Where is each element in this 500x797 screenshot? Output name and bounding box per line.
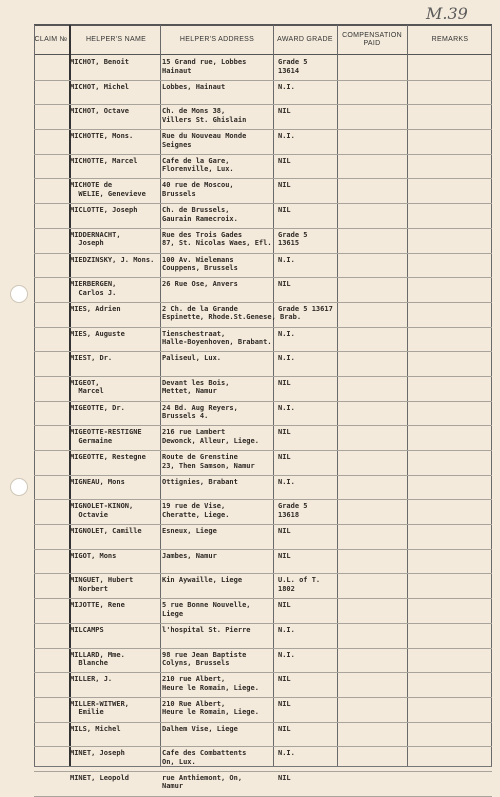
helper-address: 15 Grand rue, Lobbes Hainaut xyxy=(162,58,247,75)
helper-address: 40 rue de Moscou, Brussels xyxy=(162,181,234,198)
table-row xyxy=(34,377,492,402)
award-grade: NIL xyxy=(278,601,291,610)
helper-address: l'hospital St. Pierre xyxy=(162,625,251,634)
helper-address: 216 rue Lambert Dewonck, Alleur, Liege. xyxy=(162,428,259,445)
table-row xyxy=(34,402,492,427)
header-helpers-name: HELPER'S NAME xyxy=(85,36,147,43)
award-grade: N.I. xyxy=(278,255,295,264)
table-row xyxy=(34,673,492,698)
table-row xyxy=(34,599,492,624)
helper-name: MIES, Adrien xyxy=(70,304,121,313)
table-row xyxy=(34,550,492,575)
table-row xyxy=(34,476,492,501)
table-row xyxy=(34,698,492,723)
top-rule xyxy=(34,24,492,26)
helper-name: MIJOTTE, Rene xyxy=(70,601,125,610)
header-helpers-address: HELPER'S ADDRESS xyxy=(179,36,255,43)
table-row xyxy=(34,649,492,674)
helper-address: Devant les Bois, Mettet, Namur xyxy=(162,378,230,396)
helper-name: MIGEOTTE-RESTIGNE Germaine xyxy=(70,428,142,445)
award-grade: N.I. xyxy=(278,749,295,758)
helper-address: Ch. de Brussels, Gaurain Ramecroix. xyxy=(162,206,238,223)
award-grade: Grade 5 13617 xyxy=(278,304,333,313)
header-claim: CLAIM № xyxy=(34,36,68,43)
helper-name: MIGEOTTE, Restegne xyxy=(70,453,146,461)
table-row xyxy=(34,278,492,303)
helper-name: MIGNOLET, Camille xyxy=(70,527,142,536)
table-row xyxy=(34,328,492,353)
helper-name: MICHOT, Benoit xyxy=(70,58,130,66)
table-row xyxy=(34,130,492,155)
table-row xyxy=(34,525,492,550)
ledger-rows xyxy=(34,56,492,797)
helper-address: 26 Rue Ose, Anvers xyxy=(162,280,238,289)
table-row xyxy=(34,500,492,525)
table-row xyxy=(34,624,492,649)
helper-address: 100 Av. Wielemans Couppens, Brussels xyxy=(162,255,238,272)
helper-address: Rue du Nouveau Monde Seignes xyxy=(162,132,247,149)
punch-hole xyxy=(10,478,28,496)
helper-name: MIGNOLET-KINON, Octavie xyxy=(70,502,134,519)
table-row xyxy=(34,81,492,106)
helper-address: Cafe des Combattents On, Lux. xyxy=(162,749,247,766)
helper-address: Paliseul, Lux. xyxy=(162,354,222,363)
helper-address: 19 rue de Vise, Cheratte, Liege. xyxy=(162,502,230,519)
table-row xyxy=(34,155,492,180)
award-grade: NIL xyxy=(278,675,291,684)
award-grade: Grade 5 13614 xyxy=(278,58,308,75)
helper-address: Jambes, Namur xyxy=(162,551,217,560)
helper-name: MINET, Joseph xyxy=(70,749,125,758)
header-remarks: REMARKS xyxy=(431,36,469,43)
helper-name: MINET, Leopold xyxy=(70,773,130,782)
table-row xyxy=(34,723,492,748)
award-grade: NIL xyxy=(278,527,291,536)
helper-name: MICHOT, Michel xyxy=(70,82,130,91)
bottom-rule xyxy=(34,766,492,767)
award-grade: NIL xyxy=(278,773,291,782)
award-grade: N.I. xyxy=(278,477,295,486)
award-grade: N.I. xyxy=(278,403,295,412)
helper-name: MIES, Auguste xyxy=(70,329,125,338)
table-row xyxy=(34,254,492,279)
helper-name: MICHOTTE, Marcel xyxy=(70,156,138,165)
helper-address: Ch. de Mons 38, Villers St. Ghislain xyxy=(162,107,247,124)
award-grade: Grade 5 13618 xyxy=(278,502,308,519)
table-row xyxy=(34,303,492,328)
helper-name: MIGEOT, Marcel xyxy=(70,378,104,396)
header-award-grade: AWARD GRADE xyxy=(277,36,333,43)
award-grade: N.I. xyxy=(278,82,295,91)
table-row xyxy=(34,451,492,476)
helper-address: 210 rue Albert, Heure le Romain, Liege. xyxy=(162,675,259,692)
table-row xyxy=(34,747,492,772)
helper-address: Ottignies, Brabant xyxy=(162,477,238,486)
header-compensation-paid: COMPENSATION PAID xyxy=(342,32,402,47)
helper-address: Cafe de la Gare, Florenville, Lux. xyxy=(162,156,234,174)
table-row xyxy=(34,229,492,254)
table-row xyxy=(34,574,492,599)
award-grade: N.I. xyxy=(278,354,295,363)
helper-name: MIEDZINSKY, J. Mons. xyxy=(70,255,155,264)
helper-address: 24 Bd. Aug Reyers, Brussels 4. xyxy=(162,403,238,421)
award-grade: N.I. xyxy=(278,329,295,338)
helper-name: MIEST, Dr. xyxy=(70,354,113,363)
helper-name: MIDDERNACHT, Joseph xyxy=(70,230,121,248)
award-grade: NIL xyxy=(278,378,291,387)
table-row xyxy=(34,204,492,229)
award-grade: NIL xyxy=(278,453,291,461)
helper-name: MIGEOTTE, Dr. xyxy=(70,403,125,412)
award-grade: NIL xyxy=(278,724,291,733)
award-grade: NIL xyxy=(278,428,291,437)
table-row xyxy=(34,179,492,204)
helper-address: Tienschestraat, Halle-Boyenhoven, Brabant. xyxy=(162,329,272,347)
award-grade: U.L. of T. 1802 xyxy=(278,576,321,593)
helper-address: 98 rue Jean Baptiste Colyns, Brussels xyxy=(162,650,247,667)
helper-address: Route de Grenstine 23, Then Samson, Namur xyxy=(162,453,255,470)
helper-name: MICHOT, Octave xyxy=(70,107,130,116)
helper-name: MICLOTTE, Joseph xyxy=(70,206,138,215)
award-grade: NIL xyxy=(278,107,291,116)
table-row xyxy=(34,56,492,81)
award-grade: NIL xyxy=(278,206,291,215)
helper-name: MIERBERGEN, Carlos J. xyxy=(70,280,117,297)
helper-address: rue Anthiemont, On, Namur xyxy=(162,773,243,791)
award-grade: N.I. xyxy=(278,650,295,659)
helper-address: 210 Rue Albert, Heure le Romain, Liege. xyxy=(162,699,259,717)
helper-name: MILCAMPS xyxy=(70,625,104,634)
table-row xyxy=(34,426,492,451)
helper-name: MILS, Michel xyxy=(70,724,121,733)
helper-name: MICHOTTE, Mons. xyxy=(70,132,134,141)
helper-address: Dalhem Vise, Liege xyxy=(162,724,238,733)
punch-hole xyxy=(10,285,28,303)
helper-name: MIGOT, Mons xyxy=(70,551,117,560)
table-row xyxy=(34,352,492,377)
award-grade: NIL xyxy=(278,181,291,190)
award-grade: NIL xyxy=(278,699,291,708)
award-grade: NIL xyxy=(278,156,291,165)
award-grade: N.I. xyxy=(278,625,295,634)
header-rule xyxy=(34,54,492,55)
award-grade: NIL xyxy=(278,280,291,289)
table-row xyxy=(34,772,492,797)
helper-name: MICHOTE de WELIE, Genevieve xyxy=(70,181,146,198)
helper-address: Lobbes, Hainaut xyxy=(162,82,226,91)
helper-name: MILLER-WITWER, Emilie xyxy=(70,699,130,717)
helper-address: Rue des Trois Gades 87, St. Nicolas Waes, Efl. xyxy=(162,230,272,248)
helper-name: MINGUET, Hubert Norbert xyxy=(70,576,134,593)
helper-address: Esneux, Liege xyxy=(162,527,217,536)
page-number-annotation: M.39 xyxy=(426,4,468,23)
helper-address: 5 rue Bonne Nouvelle, Liege xyxy=(162,601,251,618)
award-grade: NIL xyxy=(278,551,291,560)
table-row xyxy=(34,105,492,130)
helper-name: MILLARD, Mme. Blanche xyxy=(70,650,125,667)
helper-name: MIGNEAU, Mons xyxy=(70,477,125,486)
helper-address: 2 Ch. de la Grande Espinette, Rhode.St.Genese, Brab. xyxy=(162,304,302,322)
award-grade: N.I. xyxy=(278,132,295,141)
helper-name: MILLER, J. xyxy=(70,675,113,684)
award-grade: Grade 5 13615 xyxy=(278,230,308,248)
helper-address: Kin Aywaille, Liege xyxy=(162,576,243,585)
